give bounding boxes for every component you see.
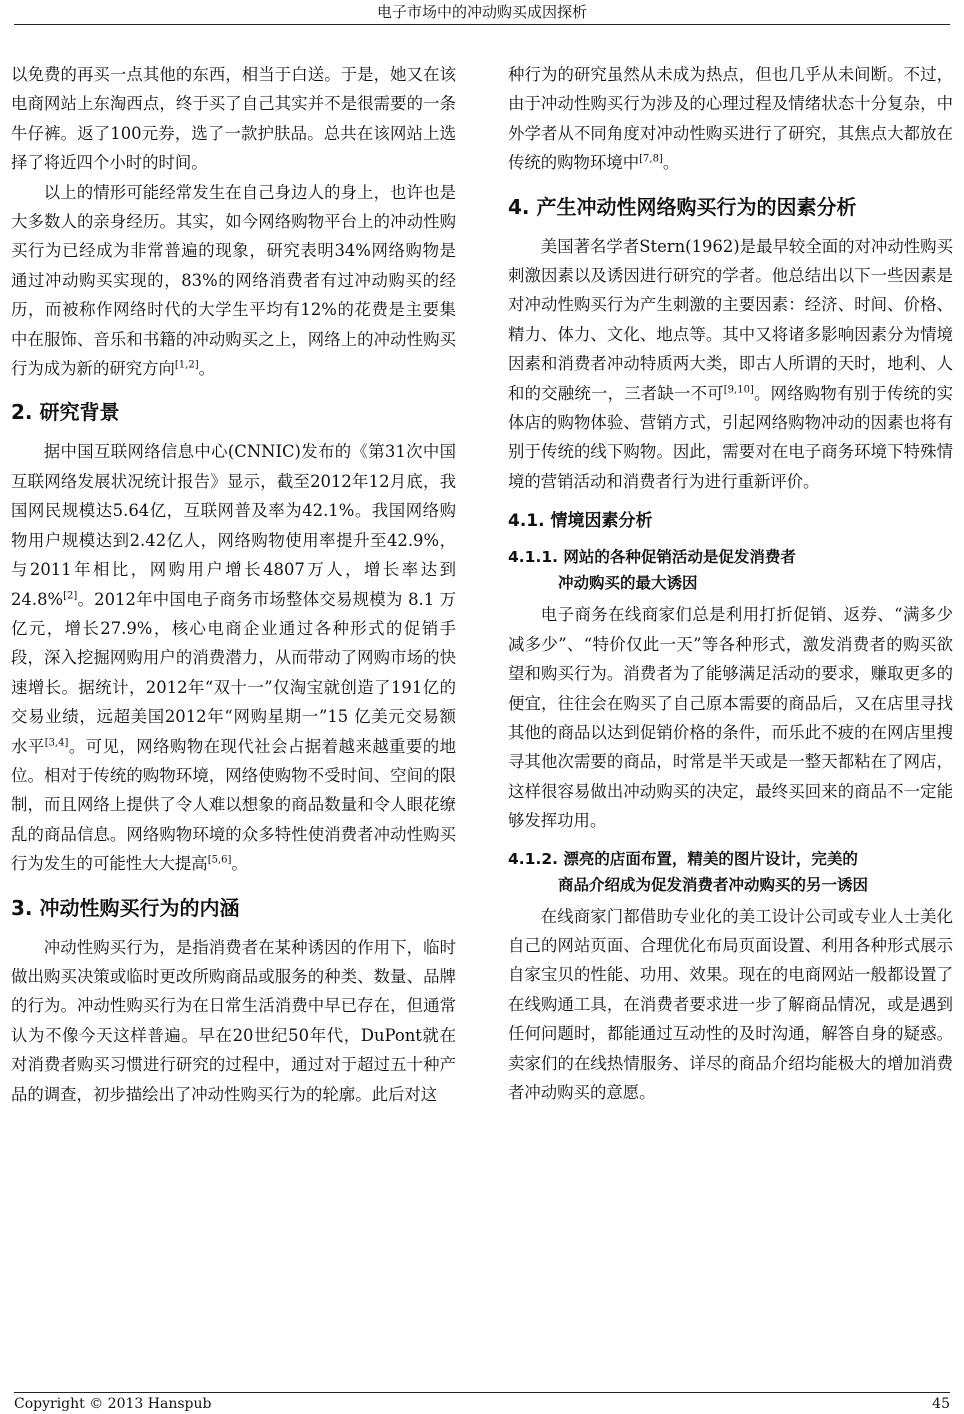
paragraph [508,232,953,497]
citation: [3,4] [44,737,69,749]
paragraph: 电子商务在线商家们总是利用打折促销、返券、“满多少减多少”、“特价仅此一天”等各种形式，激发消费者的购买欲望和购买行为。消费者为了能够满足活动的要求，赚取更多的便宜，往往会在购买了自己原本需要的商品后，又在店里寻找其他的商品以达到促销价格的条件，而乐此不疲的在网店里搜寻其他次需要的商品，时常是半天或是一整天都粘在了网店，这样很容易做出冲动购买的决定，最终买回来的商品不一定能够发挥功用。 [508,605,953,831]
paragraph-text: 以上的情形可能经常发生在自己身边人的身上，也许也是大多数人的亲身经历。其实，如今网络购物平台上的冲动性购买行为已经成为非常普遍的现象，研究表明34%网络购物是通过冲动购买实现的，83%的网络消费者有过冲动购买的经历，而被称作网络时代的大学生平均有12%的花费是主要集中在服饰、音乐和书籍的冲动购买之上，网络上的冲动性购买行为成为新的研究方向 [11,182,456,379]
paragraph [11,178,456,384]
section-heading: 2. 研究背景 [11,400,120,425]
copyright: Copyright © 2013 Hanspub [14,1396,212,1412]
running-title: 电子市场中的冲动购买成因探析 [376,3,587,21]
heading-line: 4.1.2. 漂亮的店面布置，精美的图片设计，完美的 [508,849,858,868]
subsubsection-heading [508,544,953,596]
paragraph-text: 。网络购物有别于传统的实体店的购物体验、营销方式，引起网络购物冲动的因素也将有别于传统的线下购物。因此，需要对在电子商务环境下特殊情境的营销活动和消费者行为进行重新评价。 [508,383,954,491]
heading-line: 4.1.1. 网站的各种促销活动是促发消费者 [508,548,796,567]
paragraph-text: 。可见，网络购物在现代社会占据着越来越重要的地位。相对于传统的购物环境，网络使购物不受时间、空间的限制，而且网络上提供了令人难以想象的商品数量和令人眼花缭乱的商品信息。网络购物环境的众多特性使消费者冲动性购买行为发生的可能性大大提高 [11,736,456,874]
section-heading: 4. 产生冲动性网络购买行为的因素分析 [508,194,857,219]
paragraph: 以免费的再买一点其他的东西，相当于白送。于是，她又在该电商网站上东淘西点，终于买了自己其实并不是很需要的一条牛仔裤。返了100元券，选了一款护肤品。总共在该网站上选择了将近四个小时的时间。 [11,65,456,173]
citation: [5,6] [207,854,232,866]
citation: [2] [63,590,78,602]
left-column [11,60,456,1109]
citation: [9,10] [723,384,754,396]
paragraph-text: 。2012年中国电子商务市场整体交易规模为 8.1 万亿元，增长27.9%，核心电商企业通过各种形式的促销手段，深入挖掘网购用户的消费潜力，从而带动了网购市场的快速增长。据统计，2012年“双十一”仅淘宝就创造了191亿的交易业绩，远超美国2012年“网购星期一”15 亿美元交易额水平 [11,589,456,756]
citation: [7,8] [639,153,663,165]
subsubsection-heading [508,846,953,898]
paragraph [508,60,953,178]
heading-line: 商品介绍成为促发消费者冲动购买的另一诱因 [558,875,869,894]
footer-rule [14,1392,950,1393]
right-column [508,60,953,1107]
paragraph-text: 据中国互联网络信息中心(CNNIC)发布的《第31次中国互联网络发展状况统计报告》显示，截至2012年12月底，我国网民规模达5.64亿，互联网普及率为42.1%。我国网络购物用户规模达到2.42亿人，网络购物使用率提升至42.9%，与2011年相比，网购用户增长4807万人，增长率达到24.8% [11,442,456,609]
header-rule [14,24,950,25]
section-heading: 3. 冲动性购买行为的内涵 [11,895,240,920]
citation: [1,2] [174,359,199,371]
paragraph-end: 。 [662,153,680,173]
paragraph: 冲动性购买行为，是指消费者在某种诱因的作用下，临时做出购买决策或临时更改所购商品或服务的种类、数量、品牌的行为。冲动性购买行为在日常生活消费中早已存在，但通常认为不像今天这样普遍。早在20世纪50年代，DuPont就在对消费者购买习惯进行研究的过程中，通过对于超过五十种产品的调查，初步描绘出了冲动性购买行为的轮廓。此后对这 [11,937,456,1104]
heading-line: 冲动购买的最大诱因 [558,574,698,593]
paragraph-end: 。 [231,854,248,874]
paragraph: 在线商家门都借助专业化的美工设计公司或专业人士美化自己的网站页面、合理优化布局页面设置、利用各种形式展示自家宝贝的性能、功用、效果。现在的电商网站一般都设置了在线购通工具，在消费者要求进一步了解商品情况，或是遇到任何问题时，都能通过互动性的及时沟通，解答自身的疑惑。卖家们的在线热情服务、详尽的商品介绍均能极大的增加消费者冲动购买的意愿。 [508,906,953,1102]
paragraph-text: 美国著名学者Stern(1962)是最早较全面的对冲动性购买刺激因素以及诱因进行研究的学者。他总结出以下一些因素是对冲动性购买行为产生刺激的主要因素：经济、时间、价格、精力、体力、文化、地点等。其中又将诸多影响因素分为情境因素和消费者冲动特质两大类，即古人所谓的天时，地利、人和的交融统一，三者缺一不可 [508,236,953,403]
page-number: 45 [932,1396,950,1412]
subsection-heading: 4.1. 情境因素分析 [508,511,653,532]
paragraph-end: 。 [198,359,216,379]
paragraph [11,437,456,878]
paragraph-text: 种行为的研究虽然从未成为热点，但也几乎从未间断。不过，由于冲动性购买行为涉及的心理过程及情绪状态十分复杂，中外学者从不同角度对冲动性购买进行了研究，其焦点大都放在传统的购物环境中 [508,65,953,173]
